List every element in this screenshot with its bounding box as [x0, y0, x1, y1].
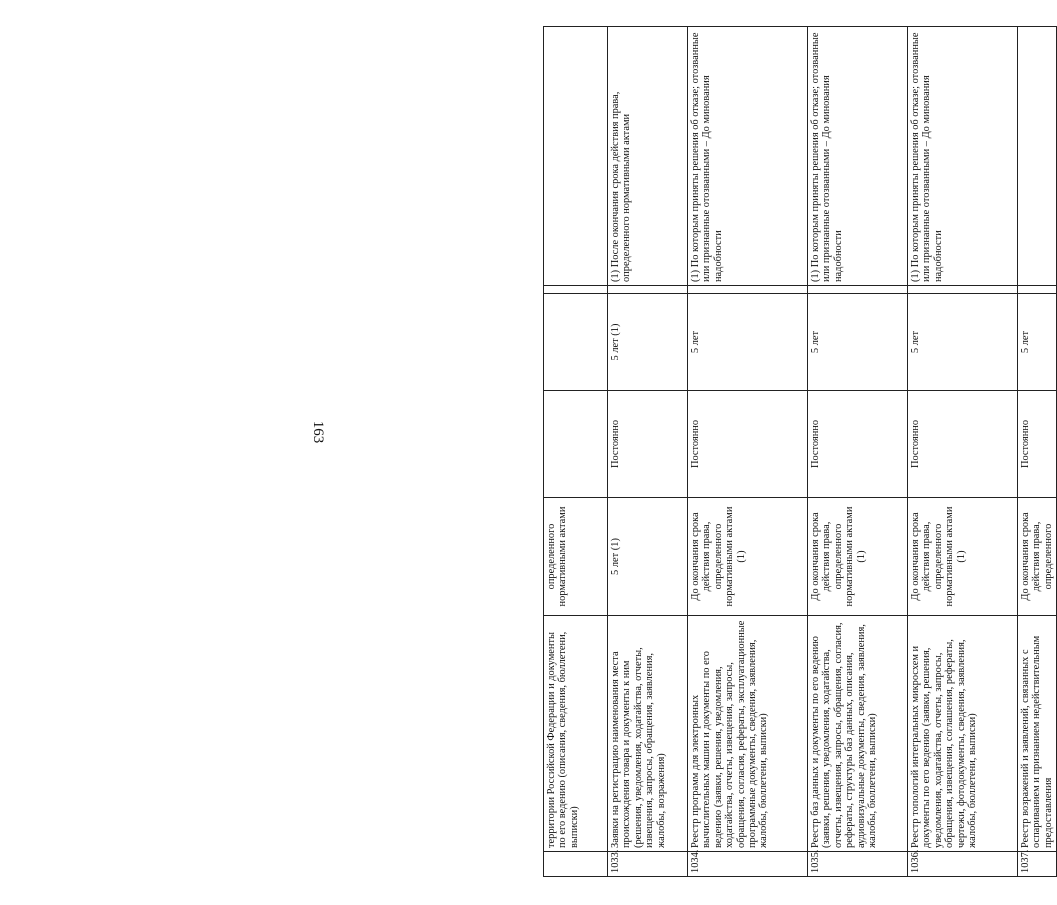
document-name: Реестр баз данных и документы по его ведению (заявки, решения, уведомления, ходатайства, отчеты, извещения, запросы, обращения, согласия, рефераты, структуры баз данных, описания, аудиовизуальные документы, сведения, заявления, жалобы, бюллетени, выписки) [808, 616, 908, 852]
empty-cell [608, 286, 688, 294]
table-row [808, 27, 908, 877]
table-row [908, 27, 1018, 877]
retention-period-alt: 5 лет [808, 294, 908, 391]
rotated-page-content [543, 27, 1054, 877]
retention-period [544, 391, 608, 498]
empty-cell [808, 286, 908, 294]
note: (1) По которым приняты решения об отказе; отозванные или признанные отозванными – До минования надобности [688, 27, 808, 286]
note [544, 27, 608, 286]
retention-period-alt: 5 лет [908, 294, 1018, 391]
retention-term: 5 лет (1) [608, 498, 688, 616]
document-name: территории Российской Федерации и документы по его ведению (описания, сведения, бюллетени, выписки) [544, 616, 608, 852]
retention-table [543, 26, 1057, 877]
page-number: 163 [310, 420, 326, 444]
row-number [544, 852, 608, 877]
note: (1) По которым приняты решения об отказе; отозванные или признанные отозванными – До минования надобности [908, 27, 1018, 286]
note: (1) После окончания срока действия права, определенного нормативными актами [608, 27, 688, 286]
document-name: Заявки на регистрацию наименования места происхождения товара и документы к ним (решения, уведомления, ходатайства, отчеты, извещения, запросы, обращения, заявления, жалобы, возражения) [608, 616, 688, 852]
row-number: 1033. [608, 852, 688, 877]
table-row [544, 27, 608, 877]
table-row [688, 27, 808, 877]
retention-period-alt: 5 лет (1) [608, 294, 688, 391]
row-number: 1037. [1018, 852, 1057, 877]
table-row [608, 27, 688, 877]
empty-cell [908, 286, 1018, 294]
row-number: 1034. [688, 852, 808, 877]
retention-period-alt: 5 лет [1018, 294, 1057, 391]
note: (1) По которым приняты решения об отказе; отозванные или признанные отозванными – До минования надобности [808, 27, 908, 286]
table-row [1018, 27, 1057, 877]
retention-period-alt: 5 лет [688, 294, 808, 391]
document-name: Реестр программ для электронных вычислительных машин и документы по его ведению (заявки, решения, уведомления, ходатайства, отчеты, извещения, запросы, обращения, согласия, рефераты, эксплуатационные программные документы, сведения, заявления, жалобы, бюллетени, выписки) [688, 616, 808, 852]
row-number: 1036. [908, 852, 1018, 877]
empty-cell [688, 286, 808, 294]
empty-cell [544, 286, 608, 294]
retention-period: Постоянно [908, 391, 1018, 498]
note [1018, 27, 1057, 286]
retention-period: Постоянно [808, 391, 908, 498]
empty-cell [1018, 286, 1057, 294]
retention-term: определенного нормативными актами [544, 498, 608, 616]
retention-term: До окончания срока действия права, определенного нормативными актами (1) [688, 498, 808, 616]
row-number: 1035. [808, 852, 908, 877]
retention-term: До окончания срока действия права, определенного [1018, 498, 1057, 616]
document-name: Реестр топологий интегральных микросхем и документы по его ведению (заявки, решения, уведомления, ходатайства, отчеты, запросы, обращения, извещения, соглашения, рефераты, чертежи, фотодокументы, сведения, заявления, жалобы, бюллетени, выписки) [908, 616, 1018, 852]
retention-term: До окончания срока действия права, определенного нормативными актами (1) [908, 498, 1018, 616]
retention-period: Постоянно [608, 391, 688, 498]
retention-period: Постоянно [1018, 391, 1057, 498]
retention-period: Постоянно [688, 391, 808, 498]
document-name: Реестр возражений и заявлений, связанных с оспариванием и признанием недействительным предоставления [1018, 616, 1057, 852]
retention-term: До окончания срока действия права, определенного нормативными актами (1) [808, 498, 908, 616]
retention-period-alt [544, 294, 608, 391]
